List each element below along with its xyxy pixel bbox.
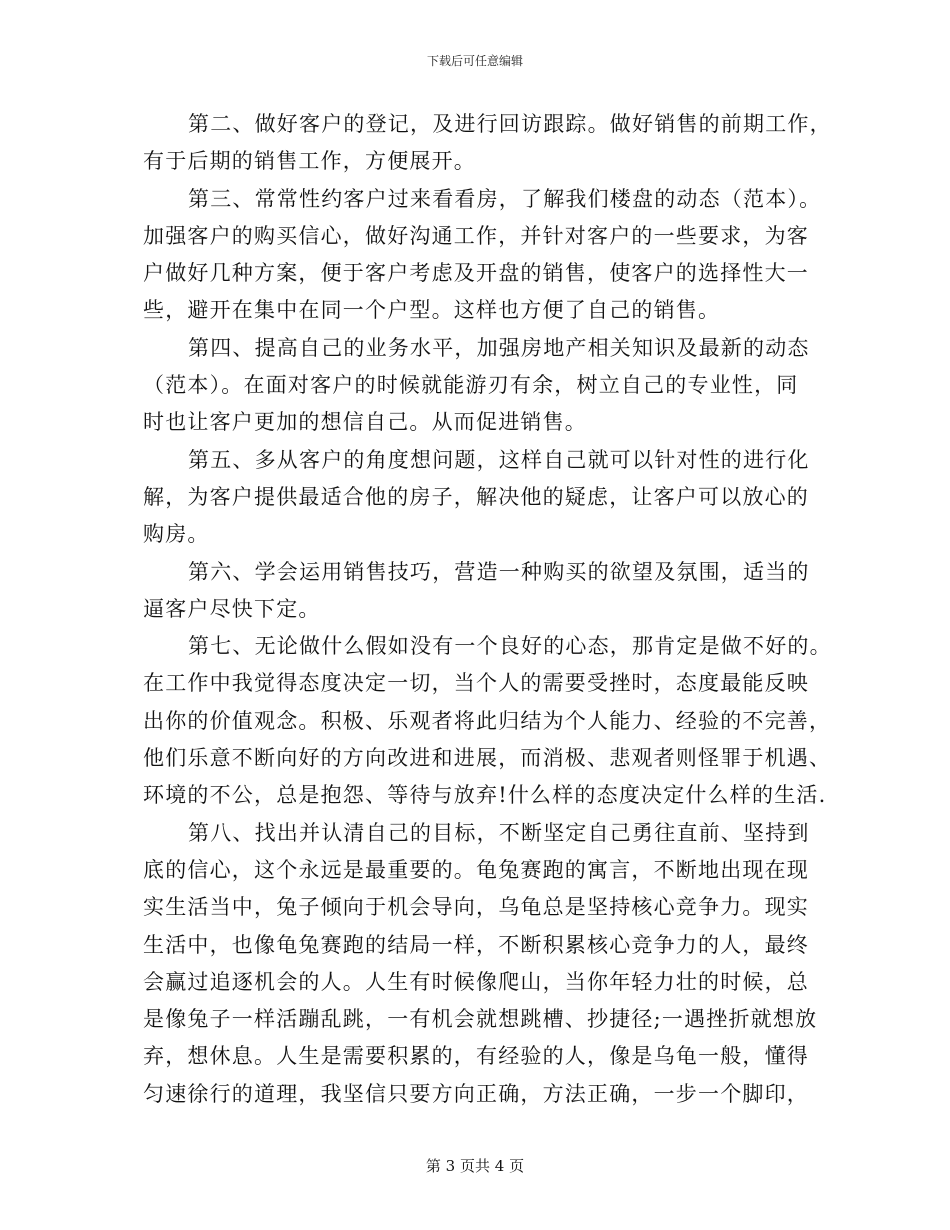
paragraph-line: 逼客户尽快下定。 [143, 596, 321, 621]
paragraph-line: 些，避开在集中在同一个户型。这样也方便了自己的销售。 [143, 298, 721, 323]
paragraph-line: 解，为客户提供最适合他的房子，解决他的疑虑，让客户可以放心的 [143, 484, 809, 509]
paragraph-line: 加强客户的购买信心，做好沟通工作，并针对客户的一些要求，为客 [143, 223, 809, 248]
paragraph-line: 他们乐意不断向好的方向改进和进展，而消极、悲观者则怪罪于机遇、 [143, 746, 832, 771]
paragraph-line: 有于后期的销售工作，方便展开。 [143, 149, 476, 174]
paragraph-first-line: 第二、做好客户的登记，及进行回访跟踪。做好销售的前期工作， [188, 112, 832, 136]
paragraph-line: 弃，想休息。人生是需要积累的，有经验的人，像是乌龟一般，懂得 [143, 1044, 809, 1069]
paragraph-first-line: 第四、提高自己的业务水平，加强房地产相关知识及最新的动态 [188, 335, 810, 360]
page-footer: 第 3 页共 4 页 [425, 1157, 525, 1175]
paragraph-line: 匀速徐行的道理，我坚信只要方向正确，方法正确，一步一个脚印， [143, 1081, 809, 1106]
document-body [143, 106, 832, 1113]
paragraph-line: 购房。 [143, 522, 210, 547]
paragraph-first-line: 第八、找出并认清自己的目标，不断坚定自己勇往直前、坚持到 [188, 820, 810, 845]
paragraph-line: 在工作中我觉得态度决定一切，当个人的需要受挫时，态度最能反映 [143, 671, 809, 696]
paragraph-line: 生活中，也像龟兔赛跑的结局一样，不断积累核心竞争力的人，最终 [143, 932, 809, 957]
paragraph-first-line: 第六、学会运用销售技巧，营造一种购买的欲望及氛围，适当的 [188, 559, 810, 584]
page-header: 下载后可任意编辑 [426, 54, 523, 68]
paragraph-line: （范本）。在面对客户的时候就能游刃有余，树立自己的专业性，同 [143, 373, 799, 398]
paragraph-first-line: 第七、无论做什么假如没有一个良好的心态，那肯定是做不好的。 [188, 634, 832, 659]
paragraph-first-line: 第三、常常性约客户过来看看房，了解我们楼盘的动态（范本）。 [188, 186, 822, 211]
paragraph-line: 会赢过追逐机会的人。人生有时候像爬山，当你年轻力壮的时候，总 [143, 969, 809, 994]
paragraph-line: 实生活当中，兔子倾向于机会导向，乌龟总是坚持核心竞争力。现实 [143, 895, 809, 920]
paragraph-first-line: 第五、多从客户的角度想问题，这样自己就可以针对性的进行化 [188, 447, 810, 472]
paragraph-line: 是像兔子一样活蹦乱跳，一有机会就想跳槽、抄捷径;一遇挫折就想放 [143, 1007, 818, 1032]
paragraph-line: 环境的不公，总是抱怨、等待与放弃!什么样的态度决定什么样的生活. [143, 783, 827, 808]
paragraph-line: 时也让客户更加的想信自己。从而促进销售。 [143, 410, 587, 435]
paragraph-line: 底的信心，这个永远是最重要的。龟兔赛跑的寓言，不断地出现在现 [143, 857, 809, 882]
paragraph-line: 出你的价值观念。积极、乐观者将此归结为个人能力、经验的不完善， [143, 708, 832, 733]
paragraph-line: 户做好几种方案，便于客户考虑及开盘的销售，使客户的选择性大一 [143, 261, 809, 286]
